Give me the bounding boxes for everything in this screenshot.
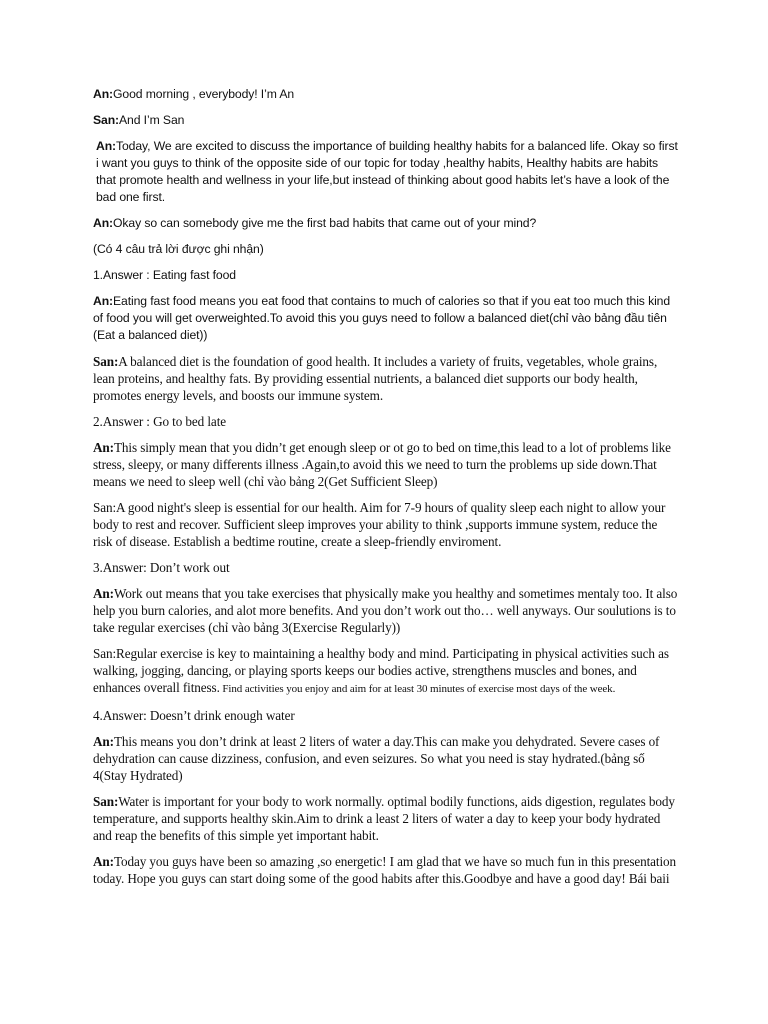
speaker-label: An:: [93, 854, 114, 869]
speaker-label: An:: [96, 139, 117, 153]
paragraph-text: And I’m San: [119, 113, 185, 127]
paragraph-bed-late: [93, 439, 678, 490]
paragraph-note: [93, 241, 678, 258]
paragraph-text: Eating fast food means you eat food that contains to much of calories so that if you eat too much this kind of food you will get overweighted.To avoid this you guys need to follow a balanced diet(chỉ vào bảng đầu tiên (Eat a balanced diet)): [93, 294, 671, 342]
paragraph-closing: [93, 853, 678, 887]
paragraph-greeting-an: [93, 86, 678, 103]
speaker-label: An:: [93, 87, 114, 101]
paragraph-work-out: [93, 585, 678, 636]
answer-heading-4: [93, 707, 678, 724]
paragraph-text: Today, We are excited to discuss the importance of building healthy habits for a balanced life. Okay so first i want you guys to think of the opposite side of our topic for today ,healthy habits, Healthy habits are habits that promote health and wellness in your life,but instead of thinking about good habits let’s have a look of the bad one first.: [96, 139, 678, 204]
paragraph-text: 2.Answer : Go to bed late: [93, 414, 227, 429]
speaker-label: An:: [93, 216, 114, 230]
paragraph-exercise: [93, 645, 678, 698]
paragraph-fast-food: [93, 293, 678, 344]
paragraph-text: 4.Answer: Doesn’t drink enough water: [93, 708, 295, 723]
paragraph-text-tail: Find activities you enjoy and aim for at least 30 minutes of exercise most days of the week.: [219, 683, 616, 695]
speaker-label: San:: [93, 354, 119, 369]
speaker-label: San:: [93, 794, 119, 809]
paragraph-question: [93, 215, 678, 232]
paragraph-sleep: [93, 499, 678, 550]
paragraph-text: Good morning , everybody! I’m An: [113, 87, 295, 101]
paragraph-water: [93, 733, 678, 784]
paragraph-text: San:Regular exercise is key to maintaining a healthy body and mind. Participating in physical activities such as walking, jogging, dancing, or playing sports keeps our bodies active, strengthens muscles and bones, and enhances overall fitness.: [93, 646, 669, 695]
speaker-label: An:: [93, 294, 114, 308]
paragraph-text: Water is important for your body to work normally. optimal bodily functions, aids digestion, regulates body temperature, and supports healthy skin.Aim to drink a least 2 liters of water a day to keep your body hydrated and reap the benefits of this simple yet important habit.: [93, 794, 675, 843]
paragraph-text: 1.Answer : Eating fast food: [93, 268, 236, 282]
paragraph-hydration: [93, 793, 678, 844]
speaker-label: An:: [93, 440, 114, 455]
paragraph-text: 3.Answer: Don’t work out: [93, 560, 230, 575]
answer-heading-1: [93, 267, 678, 284]
paragraph-text: Work out means that you take exercises that physically make you healthy and sometimes mentaly too. It also help you burn calories, and alot more benefits. And you don’t work out tho… well anyways. Our soulutions is to take regular exercises (chỉ vào bảng 3(Exercise Regularly)): [93, 586, 678, 635]
speaker-label: San:: [93, 113, 120, 127]
answer-heading-2: [93, 413, 678, 430]
speaker-label: An:: [93, 734, 114, 749]
paragraph-text: San:A good night's sleep is essential for our health. Aim for 7-9 hours of quality sleep each night to allow your body to rest and recover. Sufficient sleep improves your ability to think ,supports immune system, reduce the risk of disease. Establish a bedtime routine, create a sleep-friendly enviroment.: [93, 500, 666, 549]
paragraph-greeting-san: [93, 112, 678, 129]
paragraph-balanced-diet: [93, 353, 678, 404]
document-body: [93, 86, 678, 896]
paragraph-text: This simply mean that you didn’t get enough sleep or ot go to bed on time,this lead to a lot of problems like stress, sleepy, or many differents illness .Again,to avoid this we need to turn the problems up side down.That means we need to sleep well (chỉ vào bảng 2(Get Sufficient Sleep): [93, 440, 671, 489]
answer-heading-3: [93, 559, 678, 576]
paragraph-text: Today you guys have been so amazing ,so energetic! I am glad that we have so much fun in this presentation today. Hope you guys can start doing some of the good habits after this.Goodbye and have a good day! Bái baii: [93, 854, 677, 886]
paragraph-text: (Có 4 câu trả lời được ghi nhận): [93, 242, 264, 256]
speaker-label: An:: [93, 586, 114, 601]
paragraph-intro: [93, 138, 678, 206]
paragraph-text: A balanced diet is the foundation of good health. It includes a variety of fruits, vegetables, whole grains, lean proteins, and healthy fats. By providing essential nutrients, a balanced diet supports our body health, promotes energy levels, and boosts our immune system.: [93, 354, 658, 403]
paragraph-text: Okay so can somebody give me the first bad habits that came out of your mind?: [113, 216, 537, 230]
paragraph-text: This means you don’t drink at least 2 liters of water a day.This can make you dehydrated. Severe cases of dehydration can cause dizziness, confusion, and even seizures. So what you need is stay hydrated.(bảng số 4(Stay Hydrated): [93, 734, 660, 783]
